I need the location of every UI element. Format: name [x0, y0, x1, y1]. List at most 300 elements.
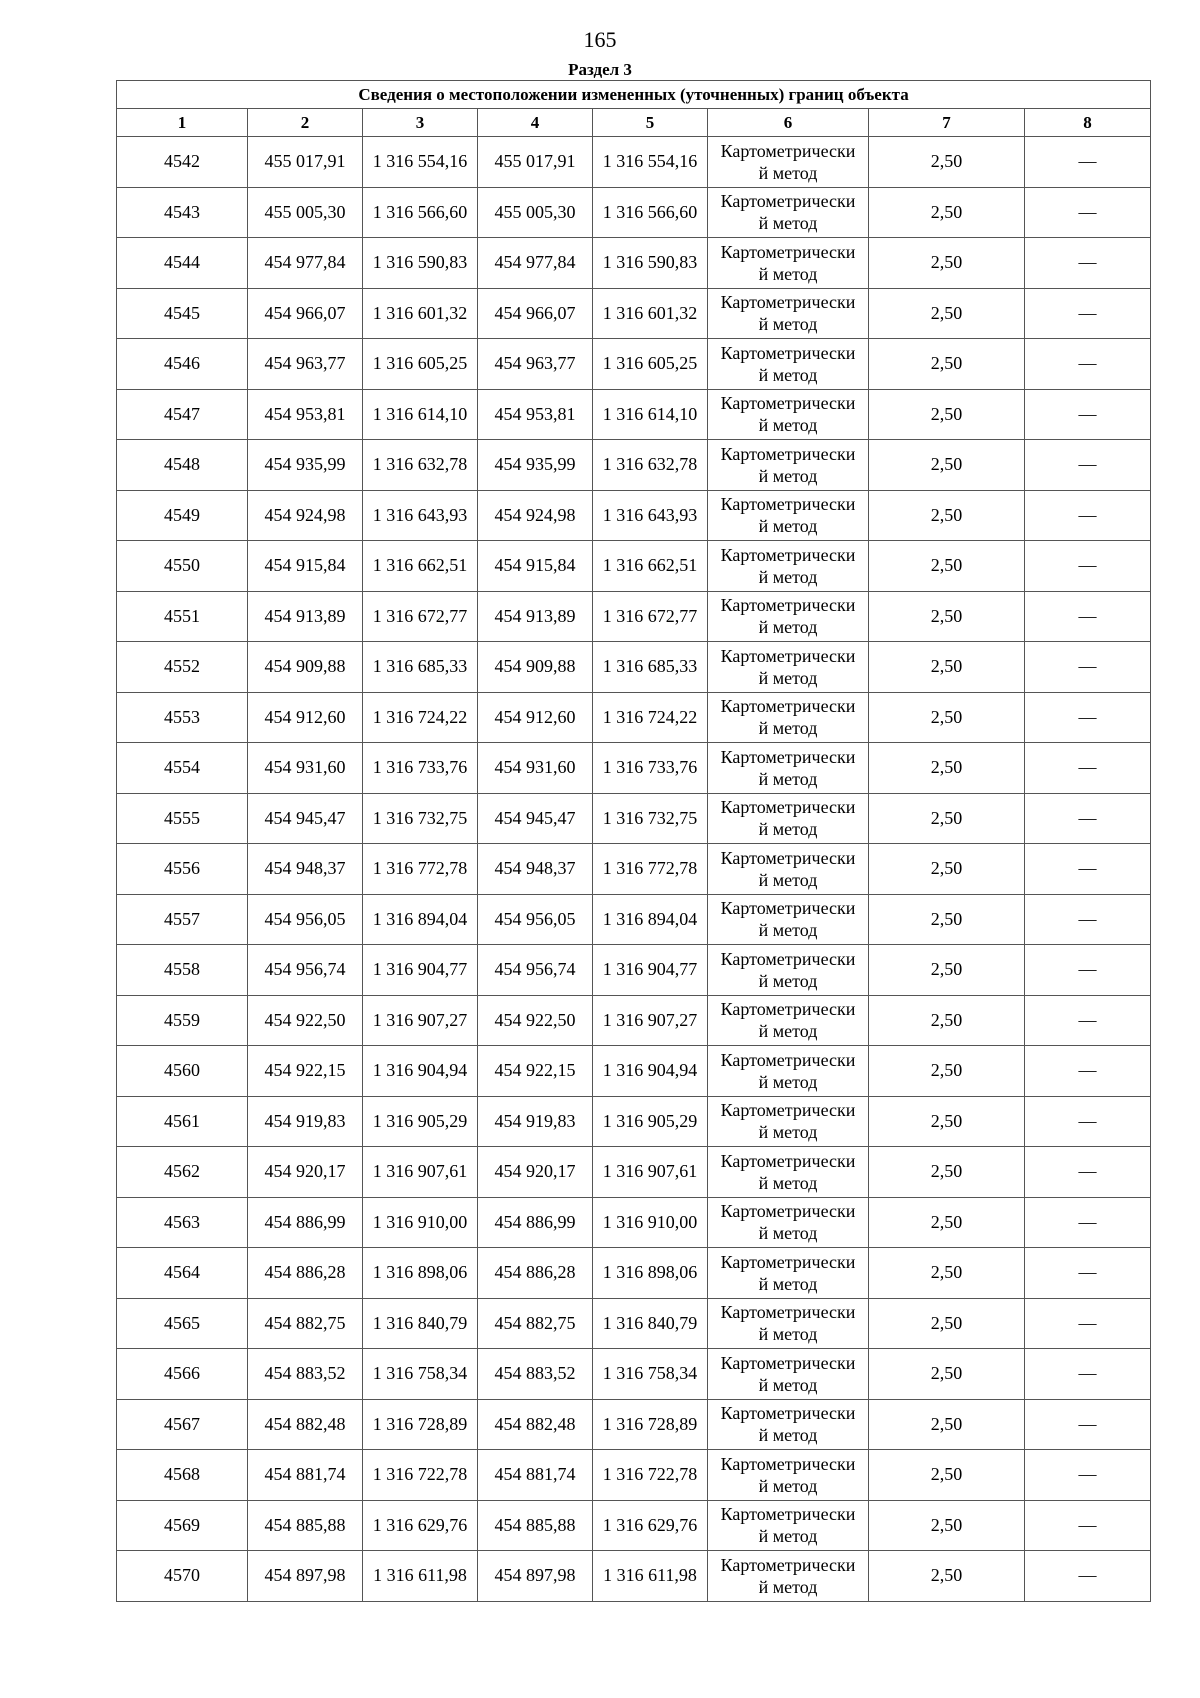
- y-old-cell: 1 316 907,61: [363, 1147, 478, 1198]
- y-new-cell: 1 316 907,27: [593, 995, 708, 1046]
- x-new-cell: 454 977,84: [478, 238, 593, 289]
- method-line-1: Картометрически: [720, 645, 856, 666]
- accuracy-cell: 2,50: [869, 1248, 1025, 1299]
- method-cell: [708, 1349, 869, 1400]
- y-old-cell: 1 316 733,76: [363, 743, 478, 794]
- method-line-1: Картометрически: [720, 797, 856, 818]
- method-line-2: й метод: [758, 364, 818, 385]
- method-line-1: Картометрически: [720, 140, 856, 161]
- x-new-cell: 454 912,60: [478, 692, 593, 743]
- description-cell: —: [1025, 238, 1151, 289]
- y-new-cell: 1 316 728,89: [593, 1399, 708, 1450]
- y-new-cell: 1 316 685,33: [593, 642, 708, 693]
- x-old-cell: 454 919,83: [248, 1096, 363, 1147]
- method-line-1: Картометрически: [720, 847, 856, 868]
- column-number: 1: [117, 109, 248, 137]
- method-line-2: й метод: [758, 1172, 818, 1193]
- method-cell: [708, 339, 869, 390]
- method-cell: [708, 692, 869, 743]
- point-number-cell: 4546: [117, 339, 248, 390]
- y-new-cell: 1 316 894,04: [593, 894, 708, 945]
- table-row: [117, 1147, 1151, 1198]
- method-line-1: Картометрически: [720, 999, 856, 1020]
- table-row: [117, 793, 1151, 844]
- x-old-cell: 454 886,28: [248, 1248, 363, 1299]
- y-old-cell: 1 316 662,51: [363, 541, 478, 592]
- y-old-cell: 1 316 905,29: [363, 1096, 478, 1147]
- x-old-cell: 455 017,91: [248, 137, 363, 188]
- x-new-cell: 454 922,15: [478, 1046, 593, 1097]
- point-number-cell: 4549: [117, 490, 248, 541]
- method-line-2: й метод: [758, 415, 818, 436]
- method-line-1: Картометрически: [720, 1504, 856, 1525]
- point-number-cell: 4570: [117, 1551, 248, 1602]
- accuracy-cell: 2,50: [869, 1551, 1025, 1602]
- y-new-cell: 1 316 605,25: [593, 339, 708, 390]
- table-row: [117, 1046, 1151, 1097]
- method-line-1: Картометрически: [720, 1554, 856, 1575]
- method-cell: [708, 642, 869, 693]
- x-new-cell: 454 924,98: [478, 490, 593, 541]
- description-cell: —: [1025, 642, 1151, 693]
- description-cell: —: [1025, 995, 1151, 1046]
- x-old-cell: 454 922,15: [248, 1046, 363, 1097]
- point-number-cell: 4551: [117, 591, 248, 642]
- y-new-cell: 1 316 672,77: [593, 591, 708, 642]
- method-line-2: й метод: [758, 970, 818, 991]
- method-line-2: й метод: [758, 1374, 818, 1395]
- point-number-cell: 4555: [117, 793, 248, 844]
- description-cell: —: [1025, 1500, 1151, 1551]
- point-number-cell: 4564: [117, 1248, 248, 1299]
- y-old-cell: 1 316 758,34: [363, 1349, 478, 1400]
- table-row: [117, 288, 1151, 339]
- method-cell: [708, 137, 869, 188]
- y-new-cell: 1 316 904,77: [593, 945, 708, 996]
- point-number-cell: 4550: [117, 541, 248, 592]
- method-cell: [708, 1500, 869, 1551]
- x-old-cell: 454 886,99: [248, 1197, 363, 1248]
- table-body: [117, 137, 1151, 1602]
- y-new-cell: 1 316 629,76: [593, 1500, 708, 1551]
- point-number-cell: 4566: [117, 1349, 248, 1400]
- accuracy-cell: 2,50: [869, 591, 1025, 642]
- y-new-cell: 1 316 601,32: [593, 288, 708, 339]
- accuracy-cell: 2,50: [869, 793, 1025, 844]
- method-line-1: Картометрически: [720, 1201, 856, 1222]
- accuracy-cell: 2,50: [869, 238, 1025, 289]
- table-row: [117, 137, 1151, 188]
- table-row: [117, 1298, 1151, 1349]
- method-line-2: й метод: [758, 1425, 818, 1446]
- method-cell: [708, 894, 869, 945]
- method-line-1: Картометрически: [720, 1150, 856, 1171]
- accuracy-cell: 2,50: [869, 1399, 1025, 1450]
- method-line-2: й метод: [758, 566, 818, 587]
- method-cell: [708, 1096, 869, 1147]
- accuracy-cell: 2,50: [869, 1450, 1025, 1501]
- y-new-cell: 1 316 898,06: [593, 1248, 708, 1299]
- description-cell: —: [1025, 1046, 1151, 1097]
- method-cell: [708, 389, 869, 440]
- y-new-cell: 1 316 907,61: [593, 1147, 708, 1198]
- y-new-cell: 1 316 611,98: [593, 1551, 708, 1602]
- y-old-cell: 1 316 722,78: [363, 1450, 478, 1501]
- x-new-cell: 454 922,50: [478, 995, 593, 1046]
- description-cell: —: [1025, 692, 1151, 743]
- description-cell: —: [1025, 541, 1151, 592]
- description-cell: —: [1025, 1197, 1151, 1248]
- table-row: [117, 490, 1151, 541]
- description-cell: —: [1025, 844, 1151, 895]
- table-row: [117, 440, 1151, 491]
- method-line-1: Картометрически: [720, 1453, 856, 1474]
- table-row: [117, 743, 1151, 794]
- y-new-cell: 1 316 733,76: [593, 743, 708, 794]
- method-line-2: й метод: [758, 1021, 818, 1042]
- x-old-cell: 454 883,52: [248, 1349, 363, 1400]
- y-new-cell: 1 316 554,16: [593, 137, 708, 188]
- x-new-cell: 454 883,52: [478, 1349, 593, 1400]
- x-new-cell: 455 017,91: [478, 137, 593, 188]
- accuracy-cell: 2,50: [869, 1147, 1025, 1198]
- method-line-1: Картометрически: [720, 1352, 856, 1373]
- accuracy-cell: 2,50: [869, 692, 1025, 743]
- x-old-cell: 454 948,37: [248, 844, 363, 895]
- x-new-cell: 454 909,88: [478, 642, 593, 693]
- x-old-cell: 454 912,60: [248, 692, 363, 743]
- description-cell: —: [1025, 1450, 1151, 1501]
- y-old-cell: 1 316 772,78: [363, 844, 478, 895]
- x-old-cell: 455 005,30: [248, 187, 363, 238]
- x-old-cell: 454 922,50: [248, 995, 363, 1046]
- y-old-cell: 1 316 840,79: [363, 1298, 478, 1349]
- method-cell: [708, 591, 869, 642]
- accuracy-cell: 2,50: [869, 894, 1025, 945]
- x-new-cell: 454 919,83: [478, 1096, 593, 1147]
- y-new-cell: 1 316 840,79: [593, 1298, 708, 1349]
- point-number-cell: 4553: [117, 692, 248, 743]
- description-cell: —: [1025, 339, 1151, 390]
- method-line-1: Картометрически: [720, 1403, 856, 1424]
- x-old-cell: 454 915,84: [248, 541, 363, 592]
- method-line-1: Картометрически: [720, 241, 856, 262]
- method-cell: [708, 541, 869, 592]
- description-cell: —: [1025, 137, 1151, 188]
- method-line-2: й метод: [758, 1526, 818, 1547]
- coordinates-table: [116, 80, 1151, 1602]
- point-number-cell: 4568: [117, 1450, 248, 1501]
- method-line-2: й метод: [758, 263, 818, 284]
- description-cell: —: [1025, 1298, 1151, 1349]
- description-cell: —: [1025, 793, 1151, 844]
- method-cell: [708, 490, 869, 541]
- accuracy-cell: 2,50: [869, 1500, 1025, 1551]
- x-new-cell: 454 931,60: [478, 743, 593, 794]
- x-old-cell: 454 935,99: [248, 440, 363, 491]
- point-number-cell: 4558: [117, 945, 248, 996]
- y-old-cell: 1 316 566,60: [363, 187, 478, 238]
- method-line-1: Картометрически: [720, 1100, 856, 1121]
- page-number: 165: [583, 27, 617, 52]
- method-line-2: й метод: [758, 1475, 818, 1496]
- x-old-cell: 454 953,81: [248, 389, 363, 440]
- x-new-cell: 454 956,05: [478, 894, 593, 945]
- method-line-1: Картометрически: [720, 746, 856, 767]
- table-row: [117, 238, 1151, 289]
- method-line-2: й метод: [758, 1324, 818, 1345]
- method-cell: [708, 238, 869, 289]
- method-line-2: й метод: [758, 1576, 818, 1597]
- table-row: [117, 339, 1151, 390]
- x-old-cell: 454 963,77: [248, 339, 363, 390]
- x-old-cell: 454 977,84: [248, 238, 363, 289]
- y-new-cell: 1 316 905,29: [593, 1096, 708, 1147]
- point-number-cell: 4560: [117, 1046, 248, 1097]
- method-cell: [708, 187, 869, 238]
- description-cell: —: [1025, 743, 1151, 794]
- y-old-cell: 1 316 554,16: [363, 137, 478, 188]
- method-line-1: Картометрически: [720, 443, 856, 464]
- description-cell: —: [1025, 389, 1151, 440]
- method-line-2: й метод: [758, 213, 818, 234]
- accuracy-cell: 2,50: [869, 743, 1025, 794]
- column-number: 2: [248, 109, 363, 137]
- accuracy-cell: 2,50: [869, 187, 1025, 238]
- table-row: [117, 844, 1151, 895]
- method-line-2: й метод: [758, 1223, 818, 1244]
- accuracy-cell: 2,50: [869, 844, 1025, 895]
- description-cell: —: [1025, 440, 1151, 491]
- y-old-cell: 1 316 898,06: [363, 1248, 478, 1299]
- accuracy-cell: 2,50: [869, 541, 1025, 592]
- method-line-1: Картометрически: [720, 494, 856, 515]
- accuracy-cell: 2,50: [869, 945, 1025, 996]
- method-line-2: й метод: [758, 516, 818, 537]
- accuracy-cell: 2,50: [869, 389, 1025, 440]
- x-new-cell: 454 956,74: [478, 945, 593, 996]
- table-row: [117, 1096, 1151, 1147]
- x-new-cell: 454 920,17: [478, 1147, 593, 1198]
- description-cell: —: [1025, 1399, 1151, 1450]
- table-row: [117, 1450, 1151, 1501]
- column-number: 4: [478, 109, 593, 137]
- x-new-cell: 454 953,81: [478, 389, 593, 440]
- table-row: [117, 1197, 1151, 1248]
- x-old-cell: 454 956,74: [248, 945, 363, 996]
- y-old-cell: 1 316 601,32: [363, 288, 478, 339]
- x-old-cell: 454 909,88: [248, 642, 363, 693]
- method-line-1: Картометрически: [720, 898, 856, 919]
- table-caption: Сведения о местоположении измененных (уточненных) границ объекта: [117, 81, 1151, 109]
- point-number-cell: 4567: [117, 1399, 248, 1450]
- point-number-cell: 4545: [117, 288, 248, 339]
- table-row: [117, 1349, 1151, 1400]
- table-row: [117, 945, 1151, 996]
- column-number: 6: [708, 109, 869, 137]
- description-cell: —: [1025, 894, 1151, 945]
- x-new-cell: 454 881,74: [478, 1450, 593, 1501]
- table-row: [117, 995, 1151, 1046]
- point-number-cell: 4543: [117, 187, 248, 238]
- x-old-cell: 454 924,98: [248, 490, 363, 541]
- y-new-cell: 1 316 904,94: [593, 1046, 708, 1097]
- point-number-cell: 4548: [117, 440, 248, 491]
- method-cell: [708, 743, 869, 794]
- x-old-cell: 454 882,75: [248, 1298, 363, 1349]
- description-cell: —: [1025, 490, 1151, 541]
- point-number-cell: 4569: [117, 1500, 248, 1551]
- description-cell: —: [1025, 1349, 1151, 1400]
- point-number-cell: 4562: [117, 1147, 248, 1198]
- description-cell: —: [1025, 1147, 1151, 1198]
- x-old-cell: 454 881,74: [248, 1450, 363, 1501]
- table-row: [117, 591, 1151, 642]
- column-number: 7: [869, 109, 1025, 137]
- table-row: [117, 894, 1151, 945]
- method-line-1: Картометрически: [720, 393, 856, 414]
- method-line-1: Картометрически: [720, 696, 856, 717]
- method-cell: [708, 1046, 869, 1097]
- x-new-cell: 454 886,28: [478, 1248, 593, 1299]
- accuracy-cell: 2,50: [869, 288, 1025, 339]
- method-line-2: й метод: [758, 465, 818, 486]
- column-number-row: [117, 109, 1151, 137]
- method-line-2: й метод: [758, 1071, 818, 1092]
- method-cell: [708, 793, 869, 844]
- table-row: [117, 389, 1151, 440]
- method-line-1: Картометрически: [720, 544, 856, 565]
- accuracy-cell: 2,50: [869, 137, 1025, 188]
- point-number-cell: 4552: [117, 642, 248, 693]
- method-line-1: Картометрически: [720, 292, 856, 313]
- point-number-cell: 4559: [117, 995, 248, 1046]
- table-row: [117, 1248, 1151, 1299]
- y-new-cell: 1 316 590,83: [593, 238, 708, 289]
- x-old-cell: 454 956,05: [248, 894, 363, 945]
- y-new-cell: 1 316 722,78: [593, 1450, 708, 1501]
- description-cell: —: [1025, 1096, 1151, 1147]
- y-old-cell: 1 316 732,75: [363, 793, 478, 844]
- x-new-cell: 454 945,47: [478, 793, 593, 844]
- point-number-cell: 4542: [117, 137, 248, 188]
- method-cell: [708, 440, 869, 491]
- table-row: [117, 642, 1151, 693]
- x-new-cell: 454 897,98: [478, 1551, 593, 1602]
- y-old-cell: 1 316 590,83: [363, 238, 478, 289]
- x-new-cell: 454 885,88: [478, 1500, 593, 1551]
- method-line-1: Картометрически: [720, 342, 856, 363]
- table-caption-row: [117, 81, 1151, 109]
- method-line-2: й метод: [758, 768, 818, 789]
- column-number: 3: [363, 109, 478, 137]
- x-old-cell: 454 931,60: [248, 743, 363, 794]
- y-old-cell: 1 316 605,25: [363, 339, 478, 390]
- method-cell: [708, 995, 869, 1046]
- y-new-cell: 1 316 758,34: [593, 1349, 708, 1400]
- table-row: [117, 692, 1151, 743]
- point-number-cell: 4554: [117, 743, 248, 794]
- description-cell: —: [1025, 1248, 1151, 1299]
- y-new-cell: 1 316 662,51: [593, 541, 708, 592]
- x-old-cell: 454 945,47: [248, 793, 363, 844]
- accuracy-cell: 2,50: [869, 1046, 1025, 1097]
- method-line-2: й метод: [758, 617, 818, 638]
- accuracy-cell: 2,50: [869, 1349, 1025, 1400]
- y-old-cell: 1 316 632,78: [363, 440, 478, 491]
- method-line-1: Картометрически: [720, 1251, 856, 1272]
- y-old-cell: 1 316 685,33: [363, 642, 478, 693]
- method-line-1: Картометрически: [720, 1049, 856, 1070]
- method-line-2: й метод: [758, 920, 818, 941]
- method-line-2: й метод: [758, 1273, 818, 1294]
- method-cell: [708, 1298, 869, 1349]
- y-old-cell: 1 316 894,04: [363, 894, 478, 945]
- method-cell: [708, 288, 869, 339]
- accuracy-cell: 2,50: [869, 490, 1025, 541]
- description-cell: —: [1025, 288, 1151, 339]
- accuracy-cell: 2,50: [869, 339, 1025, 390]
- description-cell: —: [1025, 187, 1151, 238]
- method-line-2: й метод: [758, 869, 818, 890]
- x-new-cell: 454 948,37: [478, 844, 593, 895]
- method-line-1: Картометрически: [720, 1302, 856, 1323]
- description-cell: —: [1025, 1551, 1151, 1602]
- y-old-cell: 1 316 904,77: [363, 945, 478, 996]
- method-cell: [708, 844, 869, 895]
- point-number-cell: 4565: [117, 1298, 248, 1349]
- point-number-cell: 4557: [117, 894, 248, 945]
- column-number: 5: [593, 109, 708, 137]
- x-new-cell: 454 886,99: [478, 1197, 593, 1248]
- y-old-cell: 1 316 611,98: [363, 1551, 478, 1602]
- method-line-1: Картометрически: [720, 948, 856, 969]
- method-line-2: й метод: [758, 162, 818, 183]
- section-title: Раздел 3: [568, 60, 632, 79]
- x-old-cell: 454 966,07: [248, 288, 363, 339]
- method-cell: [708, 1147, 869, 1198]
- x-old-cell: 454 897,98: [248, 1551, 363, 1602]
- accuracy-cell: 2,50: [869, 1096, 1025, 1147]
- y-new-cell: 1 316 724,22: [593, 692, 708, 743]
- method-cell: [708, 1197, 869, 1248]
- description-cell: —: [1025, 591, 1151, 642]
- point-number-cell: 4547: [117, 389, 248, 440]
- y-new-cell: 1 316 643,93: [593, 490, 708, 541]
- x-new-cell: 454 935,99: [478, 440, 593, 491]
- method-cell: [708, 1399, 869, 1450]
- method-line-2: й метод: [758, 667, 818, 688]
- x-new-cell: 455 005,30: [478, 187, 593, 238]
- x-old-cell: 454 913,89: [248, 591, 363, 642]
- x-new-cell: 454 963,77: [478, 339, 593, 390]
- accuracy-cell: 2,50: [869, 1197, 1025, 1248]
- method-cell: [708, 1551, 869, 1602]
- description-cell: —: [1025, 945, 1151, 996]
- y-old-cell: 1 316 910,00: [363, 1197, 478, 1248]
- table-row: [117, 187, 1151, 238]
- x-old-cell: 454 920,17: [248, 1147, 363, 1198]
- y-old-cell: 1 316 728,89: [363, 1399, 478, 1450]
- method-cell: [708, 945, 869, 996]
- table-row: [117, 1551, 1151, 1602]
- point-number-cell: 4544: [117, 238, 248, 289]
- accuracy-cell: 2,50: [869, 1298, 1025, 1349]
- table-row: [117, 541, 1151, 592]
- table-row: [117, 1399, 1151, 1450]
- y-new-cell: 1 316 566,60: [593, 187, 708, 238]
- method-line-2: й метод: [758, 718, 818, 739]
